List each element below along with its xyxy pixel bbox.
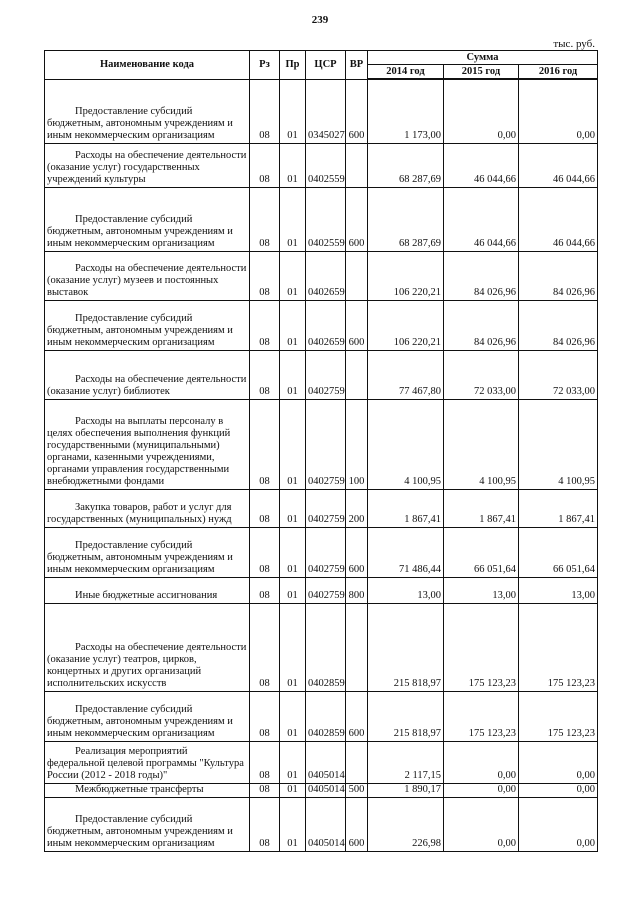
row-name xyxy=(45,691,250,741)
row-2016: 46 044,66 xyxy=(519,143,598,187)
row-pr: 01 xyxy=(280,399,306,489)
row-vr: 200 xyxy=(346,489,368,527)
table-row xyxy=(45,741,598,783)
row-name xyxy=(45,350,250,399)
row-rz: 08 xyxy=(250,577,280,603)
row-name-text: Предоставление субсидий бюджетным, автономным учреждениям и иным некоммерческим организациям xyxy=(47,539,233,575)
row-name xyxy=(45,143,250,187)
row-2015: 0,00 xyxy=(444,79,519,143)
row-pr: 01 xyxy=(280,300,306,350)
row-name-text: Предоставление субсидий бюджетным, автономным учреждениям и иным некоммерческим организациям xyxy=(47,312,233,348)
row-name-text: Расходы на обеспечение деятельности (оказание услуг) театров, цирков, концертных и других организаций исполнительских искусств xyxy=(47,641,247,689)
row-2015: 13,00 xyxy=(444,577,519,603)
row-vr: 500 xyxy=(346,783,368,797)
row-2016: 84 026,96 xyxy=(519,300,598,350)
row-name-text: Расходы на обеспечение деятельности (оказание услуг) библиотек xyxy=(47,373,247,397)
row-2014: 106 220,21 xyxy=(368,300,444,350)
row-pr: 01 xyxy=(280,783,306,797)
row-name-text: Закупка товаров, работ и услуг для государственных (муниципальных) нужд xyxy=(47,501,232,525)
row-pr: 01 xyxy=(280,187,306,251)
row-csr: 0402759 xyxy=(306,350,346,399)
row-2014: 215 818,97 xyxy=(368,691,444,741)
row-2015: 66 051,64 xyxy=(444,527,519,577)
row-name-text: Предоставление субсидий бюджетным, автономным учреждениям и иным некоммерческим организациям xyxy=(47,105,233,141)
row-2014: 71 486,44 xyxy=(368,527,444,577)
row-2016: 0,00 xyxy=(519,783,598,797)
row-vr: 600 xyxy=(346,797,368,851)
table-row xyxy=(45,489,598,527)
header-pr: Пр xyxy=(280,51,306,80)
row-csr: 0402859 xyxy=(306,691,346,741)
row-name xyxy=(45,399,250,489)
row-name xyxy=(45,187,250,251)
budget-table xyxy=(44,50,598,852)
row-2016: 4 100,95 xyxy=(519,399,598,489)
row-csr: 0402559 xyxy=(306,143,346,187)
row-2016: 0,00 xyxy=(519,741,598,783)
row-2015: 175 123,23 xyxy=(444,691,519,741)
row-rz: 08 xyxy=(250,79,280,143)
row-vr: 600 xyxy=(346,691,368,741)
row-rz: 08 xyxy=(250,143,280,187)
table-row xyxy=(45,691,598,741)
row-csr: 0402759 xyxy=(306,577,346,603)
row-2015: 72 033,00 xyxy=(444,350,519,399)
header-name: Наименование кода xyxy=(45,51,250,80)
row-2016: 72 033,00 xyxy=(519,350,598,399)
row-2015: 84 026,96 xyxy=(444,251,519,300)
row-name-text: Расходы на обеспечение деятельности (оказание услуг) государственных учреждений культуры xyxy=(47,149,247,185)
row-pr: 01 xyxy=(280,143,306,187)
row-pr: 01 xyxy=(280,79,306,143)
row-2015: 84 026,96 xyxy=(444,300,519,350)
row-2014: 2 117,15 xyxy=(368,741,444,783)
row-vr: 800 xyxy=(346,577,368,603)
row-name-text: Предоставление субсидий бюджетным, автономным учреждениям и иным некоммерческим организациям xyxy=(47,213,233,249)
row-2016: 66 051,64 xyxy=(519,527,598,577)
header-sum: Сумма xyxy=(368,51,598,65)
row-2014: 106 220,21 xyxy=(368,251,444,300)
table-row xyxy=(45,577,598,603)
row-2016: 0,00 xyxy=(519,797,598,851)
row-2016: 1 867,41 xyxy=(519,489,598,527)
row-2015: 0,00 xyxy=(444,741,519,783)
row-name xyxy=(45,577,250,603)
row-rz: 08 xyxy=(250,691,280,741)
header-rz: Рз xyxy=(250,51,280,80)
table-row xyxy=(45,300,598,350)
header-2016: 2016 год xyxy=(519,65,598,80)
row-name xyxy=(45,489,250,527)
row-csr: 0402759 xyxy=(306,489,346,527)
row-vr: 600 xyxy=(346,300,368,350)
row-pr: 01 xyxy=(280,350,306,399)
row-csr: 0402659 xyxy=(306,251,346,300)
table-row xyxy=(45,603,598,691)
table-row xyxy=(45,79,598,143)
row-rz: 08 xyxy=(250,741,280,783)
row-2014: 68 287,69 xyxy=(368,143,444,187)
row-vr xyxy=(346,350,368,399)
table-row xyxy=(45,350,598,399)
row-vr xyxy=(346,603,368,691)
header-2014: 2014 год xyxy=(368,65,444,80)
row-2014: 226,98 xyxy=(368,797,444,851)
row-name-text: Расходы на выплаты персоналу в целях обеспечения выполнения функций государственными (муниципальными) органами, казенными учреждениями, органами управления государственными внебюджетными фондами xyxy=(47,415,231,487)
table-row xyxy=(45,187,598,251)
row-name xyxy=(45,783,250,797)
row-vr xyxy=(346,143,368,187)
row-2014: 4 100,95 xyxy=(368,399,444,489)
row-csr: 0405014 xyxy=(306,741,346,783)
row-2014: 13,00 xyxy=(368,577,444,603)
table-row xyxy=(45,783,598,797)
table-row xyxy=(45,527,598,577)
row-pr: 01 xyxy=(280,797,306,851)
row-rz: 08 xyxy=(250,399,280,489)
row-2015: 1 867,41 xyxy=(444,489,519,527)
row-2016: 46 044,66 xyxy=(519,187,598,251)
row-2015: 46 044,66 xyxy=(444,187,519,251)
row-csr: 0402659 xyxy=(306,300,346,350)
row-2014: 68 287,69 xyxy=(368,187,444,251)
row-pr: 01 xyxy=(280,577,306,603)
row-csr: 0402759 xyxy=(306,399,346,489)
row-2014: 1 890,17 xyxy=(368,783,444,797)
row-pr: 01 xyxy=(280,603,306,691)
row-2016: 13,00 xyxy=(519,577,598,603)
row-2014: 1 173,00 xyxy=(368,79,444,143)
row-2016: 175 123,23 xyxy=(519,691,598,741)
row-name-text: Иные бюджетные ассигнования xyxy=(75,589,218,601)
row-csr: 0402859 xyxy=(306,603,346,691)
table-body xyxy=(45,79,598,851)
table-row xyxy=(45,143,598,187)
row-pr: 01 xyxy=(280,691,306,741)
row-2015: 4 100,95 xyxy=(444,399,519,489)
row-name xyxy=(45,527,250,577)
header-csr: ЦСР xyxy=(306,51,346,80)
row-2014: 77 467,80 xyxy=(368,350,444,399)
row-vr: 100 xyxy=(346,399,368,489)
table-row xyxy=(45,797,598,851)
row-2015: 46 044,66 xyxy=(444,143,519,187)
row-name-text: Реализация мероприятий федеральной целевой программы "Культура России (2012 - 2018 годы)" xyxy=(47,745,244,781)
row-csr: 0402759 xyxy=(306,527,346,577)
page-number: 239 xyxy=(311,14,329,26)
row-csr: 0402559 xyxy=(306,187,346,251)
row-csr: 0405014 xyxy=(306,797,346,851)
row-name-text: Расходы на обеспечение деятельности (оказание услуг) музеев и постоянных выставок xyxy=(47,262,247,298)
row-rz: 08 xyxy=(250,489,280,527)
row-name xyxy=(45,603,250,691)
row-name xyxy=(45,797,250,851)
units-label: тыс. руб. xyxy=(553,38,595,50)
row-name xyxy=(45,300,250,350)
row-vr: 600 xyxy=(346,527,368,577)
row-rz: 08 xyxy=(250,603,280,691)
row-rz: 08 xyxy=(250,783,280,797)
row-name-text: Предоставление субсидий бюджетным, автономным учреждениям и иным некоммерческим организациям xyxy=(47,703,233,739)
row-vr: 600 xyxy=(346,187,368,251)
row-vr: 600 xyxy=(346,79,368,143)
row-rz: 08 xyxy=(250,251,280,300)
row-vr xyxy=(346,251,368,300)
row-rz: 08 xyxy=(250,300,280,350)
row-rz: 08 xyxy=(250,187,280,251)
row-rz: 08 xyxy=(250,527,280,577)
table-row xyxy=(45,399,598,489)
row-pr: 01 xyxy=(280,741,306,783)
row-name-text: Предоставление субсидий бюджетным, автономным учреждениям и иным некоммерческим организациям xyxy=(47,813,233,849)
row-pr: 01 xyxy=(280,251,306,300)
row-rz: 08 xyxy=(250,350,280,399)
row-2014: 1 867,41 xyxy=(368,489,444,527)
row-rz: 08 xyxy=(250,797,280,851)
row-2016: 175 123,23 xyxy=(519,603,598,691)
row-2015: 0,00 xyxy=(444,783,519,797)
row-vr xyxy=(346,741,368,783)
row-csr: 0345027 xyxy=(306,79,346,143)
row-pr: 01 xyxy=(280,527,306,577)
row-2016: 84 026,96 xyxy=(519,251,598,300)
header-vr: ВР xyxy=(346,51,368,80)
row-name xyxy=(45,741,250,783)
row-2014: 215 818,97 xyxy=(368,603,444,691)
row-pr: 01 xyxy=(280,489,306,527)
row-name-text: Межбюджетные трансферты xyxy=(75,783,204,795)
header-2015: 2015 год xyxy=(444,65,519,80)
row-csr: 0405014 xyxy=(306,783,346,797)
row-name xyxy=(45,251,250,300)
row-2015: 0,00 xyxy=(444,797,519,851)
row-2016: 0,00 xyxy=(519,79,598,143)
row-2015: 175 123,23 xyxy=(444,603,519,691)
row-name xyxy=(45,79,250,143)
table-row xyxy=(45,251,598,300)
